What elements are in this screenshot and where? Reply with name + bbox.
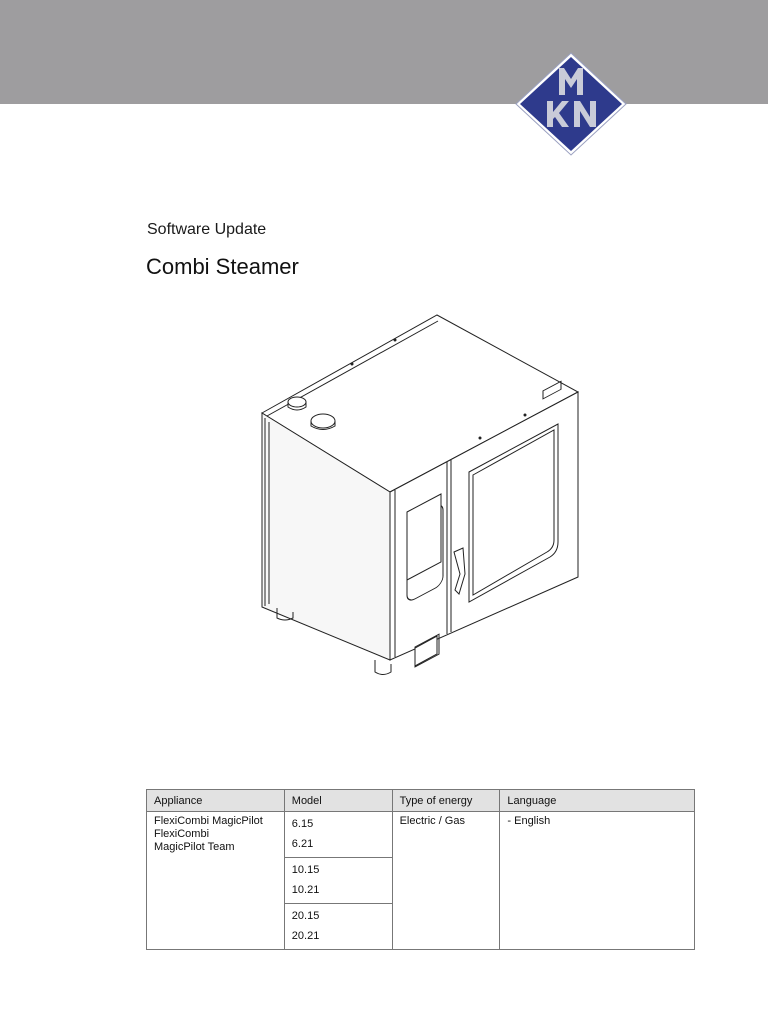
table-header-row xyxy=(147,790,695,812)
model-value: 10.15 xyxy=(291,864,320,876)
header-model: Model xyxy=(284,790,392,812)
table-row xyxy=(147,812,695,950)
model-cell xyxy=(284,812,392,950)
combi-steamer-drawing-icon xyxy=(255,312,585,684)
document-subtitle: Software Update xyxy=(147,221,267,238)
appliance-line: MagicPilot Team xyxy=(154,841,235,853)
model-value: 6.21 xyxy=(291,838,314,850)
appliance-line: FlexiCombi MagicPilot xyxy=(154,815,263,827)
header-energy: Type of energy xyxy=(392,790,500,812)
model-value: 10.21 xyxy=(291,884,320,896)
energy-cell: Electric / Gas xyxy=(392,812,500,950)
model-value: 20.21 xyxy=(291,930,320,942)
header-band xyxy=(0,0,768,104)
mkn-logo-icon xyxy=(514,51,628,157)
header-appliance: Appliance xyxy=(147,790,285,812)
model-group xyxy=(285,903,392,949)
spec-table xyxy=(146,789,695,950)
model-group xyxy=(285,812,392,857)
model-value: 20.15 xyxy=(291,910,320,922)
document-title: Combi Steamer xyxy=(146,254,299,279)
model-value: 6.15 xyxy=(291,818,314,830)
appliance-cell xyxy=(147,812,285,950)
appliance-line: FlexiCombi xyxy=(154,828,210,840)
header-language: Language xyxy=(500,790,695,812)
model-group xyxy=(285,857,392,903)
language-cell: - English xyxy=(500,812,695,950)
